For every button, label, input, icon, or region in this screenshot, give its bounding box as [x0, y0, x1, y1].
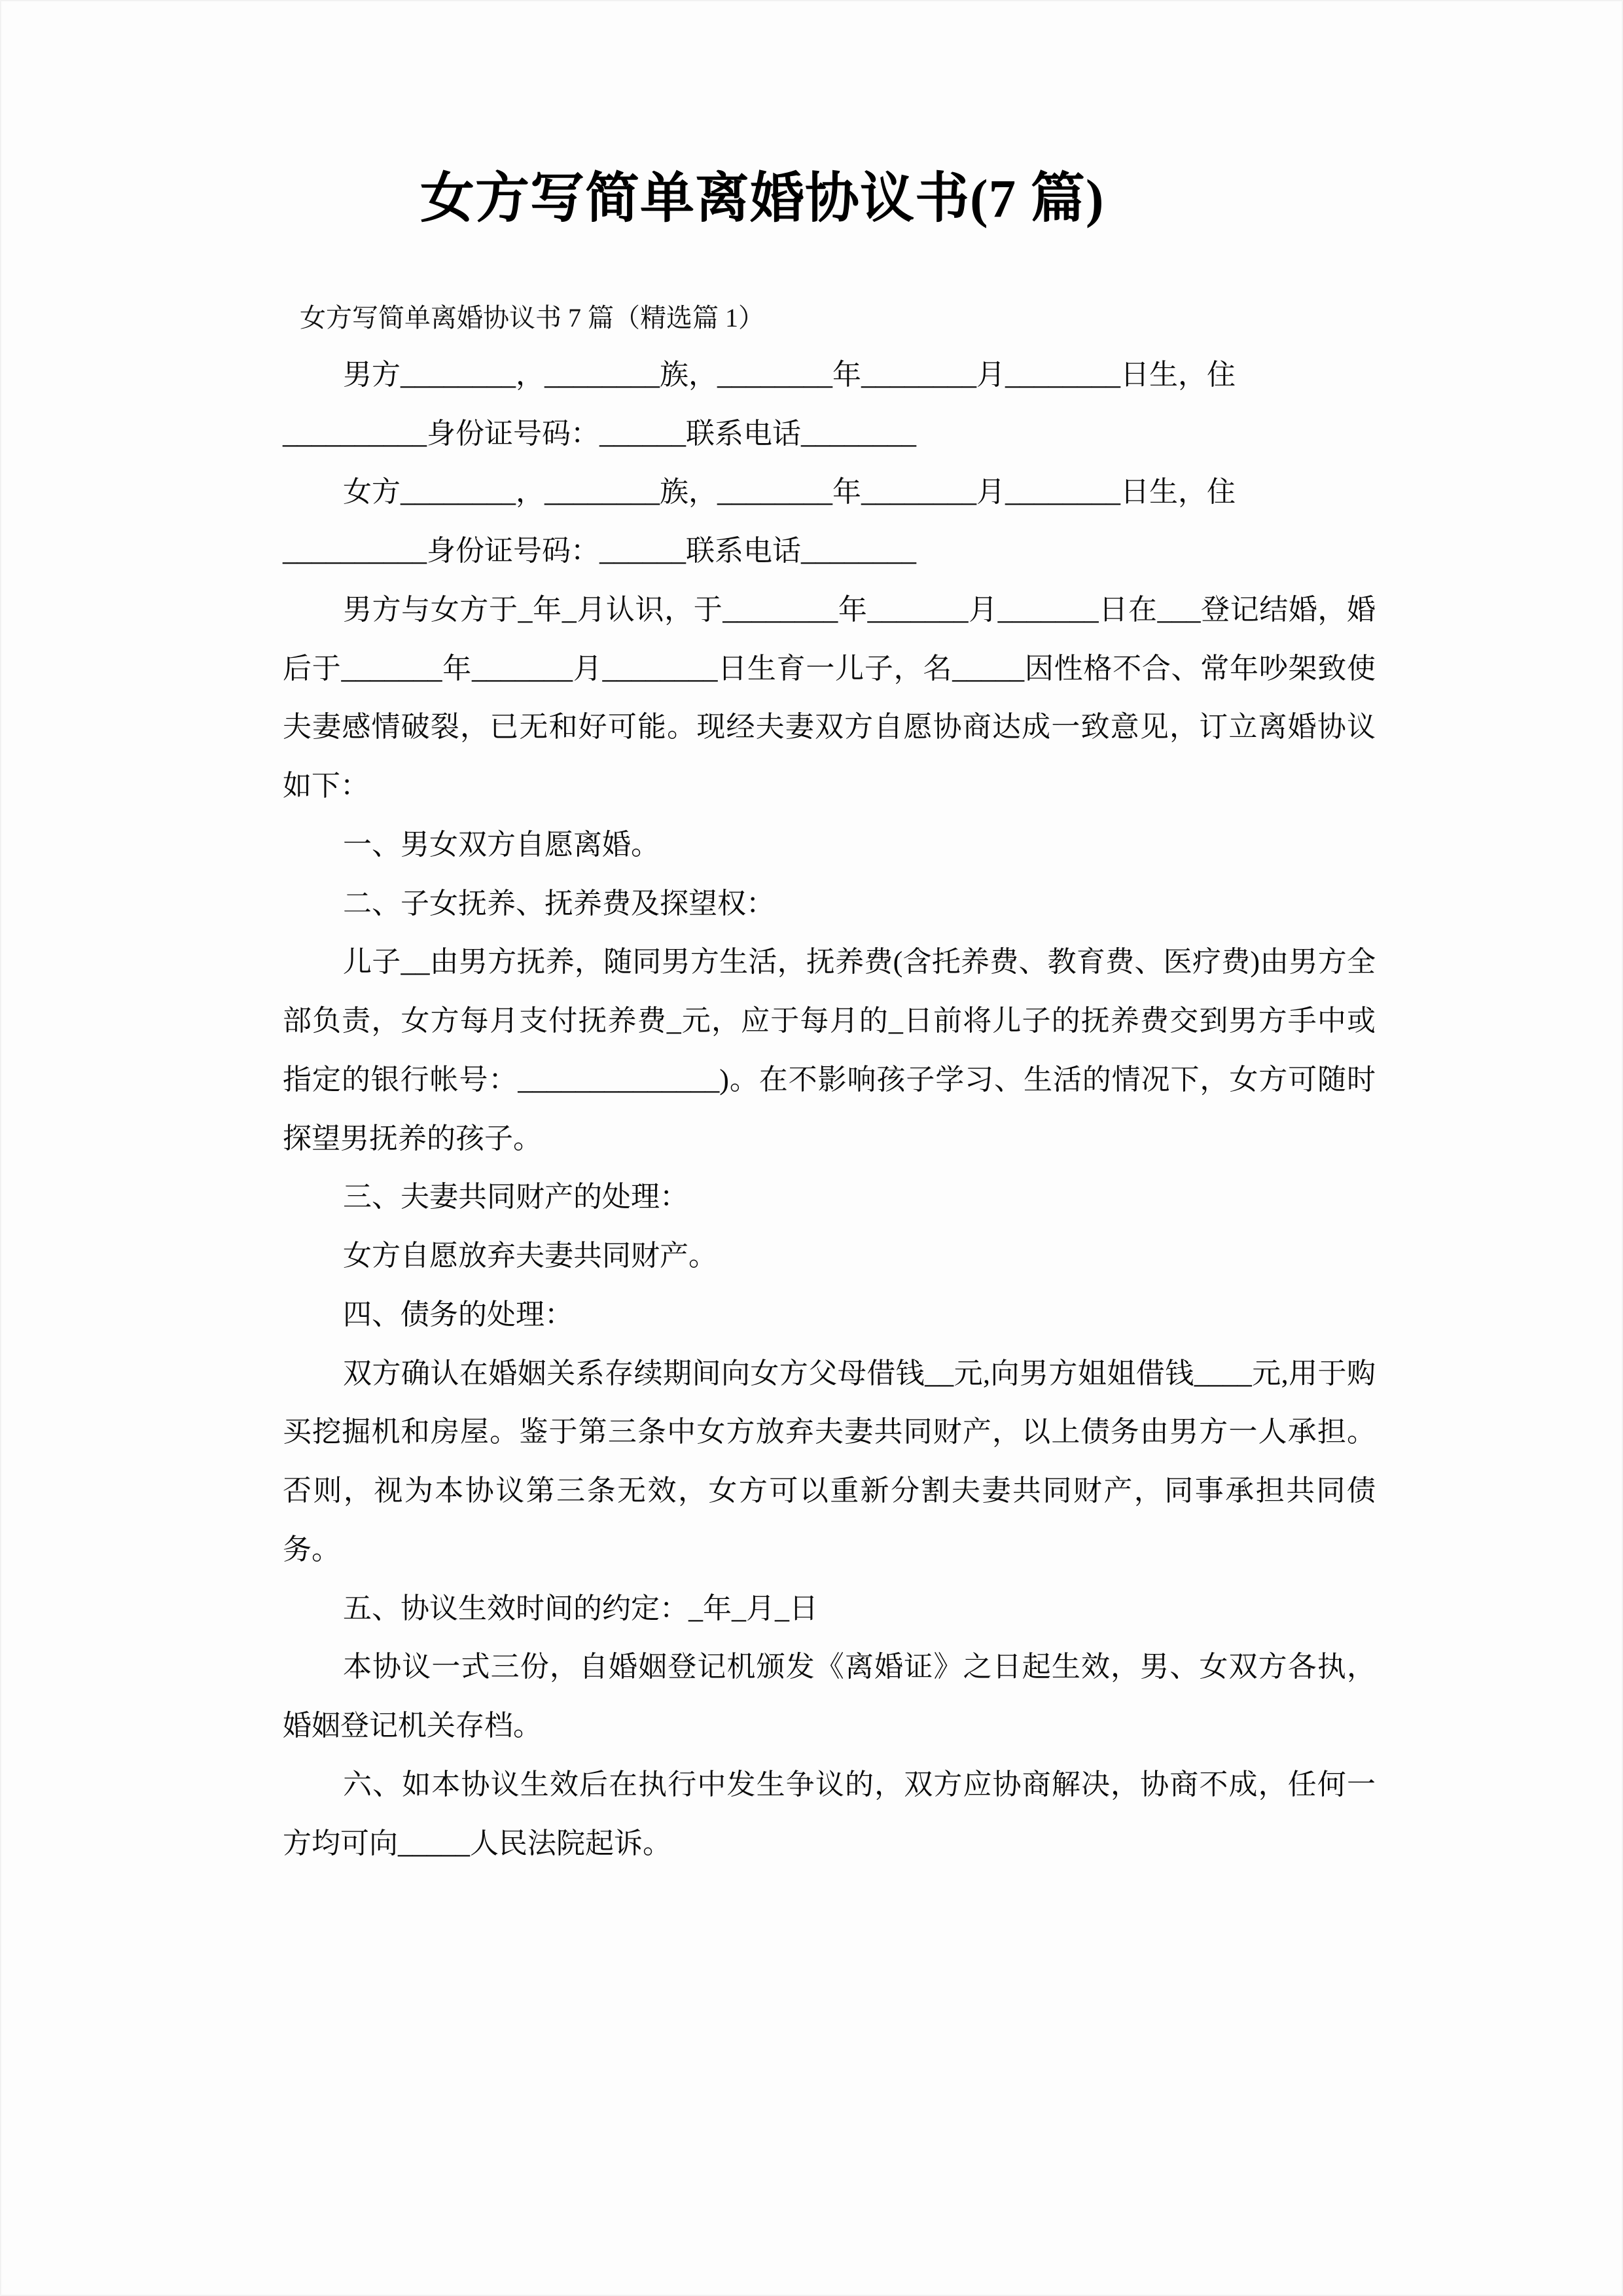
paragraph-clause-three-body: 女方自愿放弃夫妻共同财产。 — [343, 1240, 717, 1272]
document-content — [283, 165, 1376, 1873]
page-title: 女方写简单离婚协议书(7 篇) — [420, 168, 1105, 228]
paragraph-clause-five-heading: 五、协议生效时间的约定：_年_月_日 — [343, 1592, 818, 1624]
paragraph-marriage-background: 男方与女方于_年_月认识，于________年_______月_______日在___登记结婚，婚后于_______年_______月________日生育一儿子，名_____因性格不合、常年吵架致使夫妻感情破裂，已无和好可能。现经夫妻双方自愿协商达成一致意见，订立离婚协议如下： — [283, 593, 1376, 802]
paragraph-clause-one: 一、男女双方自愿离婚。 — [343, 828, 660, 861]
paragraph-clause-four-body: 双方确认在婚姻关系存续期间向女方父母借钱__元,向男方姐姐借钱____元,用于购买挖掘机和房屋。鉴于第三条中女方放弃夫妻共同财产，以上债务由男方一人承担。否则，视为本协议第三条无效，女方可以重新分割夫妻共同财产，同事承担共同债务。 — [283, 1357, 1376, 1566]
paragraph-clause-two-body: 儿子__由男方抚养，随同男方生活，抚养费(含托养费、教育费、医疗费)由男方全部负责，女方每月支付抚养费_元，应于每月的_日前将儿子的抚养费交到男方手中或指定的银行帐号：______________)。在不影响孩子学习、生活的情况下，女方可随时探望男抚养的孩子。 — [283, 946, 1376, 1155]
paragraph-clause-two-heading: 二、子女抚养、抚养费及探望权： — [343, 887, 775, 920]
paragraph-clause-three-heading: 三、夫妻共同财产的处理： — [343, 1181, 688, 1213]
paragraph-clause-six: 六、如本协议生效后在执行中发生争议的，双方应协商解决，协商不成，任何一方均可向_____人民法院起诉。 — [283, 1768, 1376, 1859]
spacer — [283, 339, 1376, 346]
document-subtitle: 女方写简单离婚协议书 7 篇（精选篇 1） — [300, 302, 764, 332]
paragraph-clause-five-body: 本协议一式三份，自婚姻登记机颁发《离婚证》之日起生效，男、女双方各执，婚姻登记机关存档。 — [283, 1651, 1376, 1742]
paragraph-woman-party: 女方________，________族，________年________月________日生，住 — [343, 476, 1236, 509]
paragraph-man-id: __________身份证号码：______联系电话________ — [283, 417, 916, 450]
paragraph-clause-four-heading: 四、债务的处理： — [343, 1298, 573, 1331]
paragraph-woman-id: __________身份证号码：______联系电话________ — [283, 535, 916, 567]
paragraph-man-party: 男方________，________族，________年________月________日生，住 — [343, 358, 1236, 391]
